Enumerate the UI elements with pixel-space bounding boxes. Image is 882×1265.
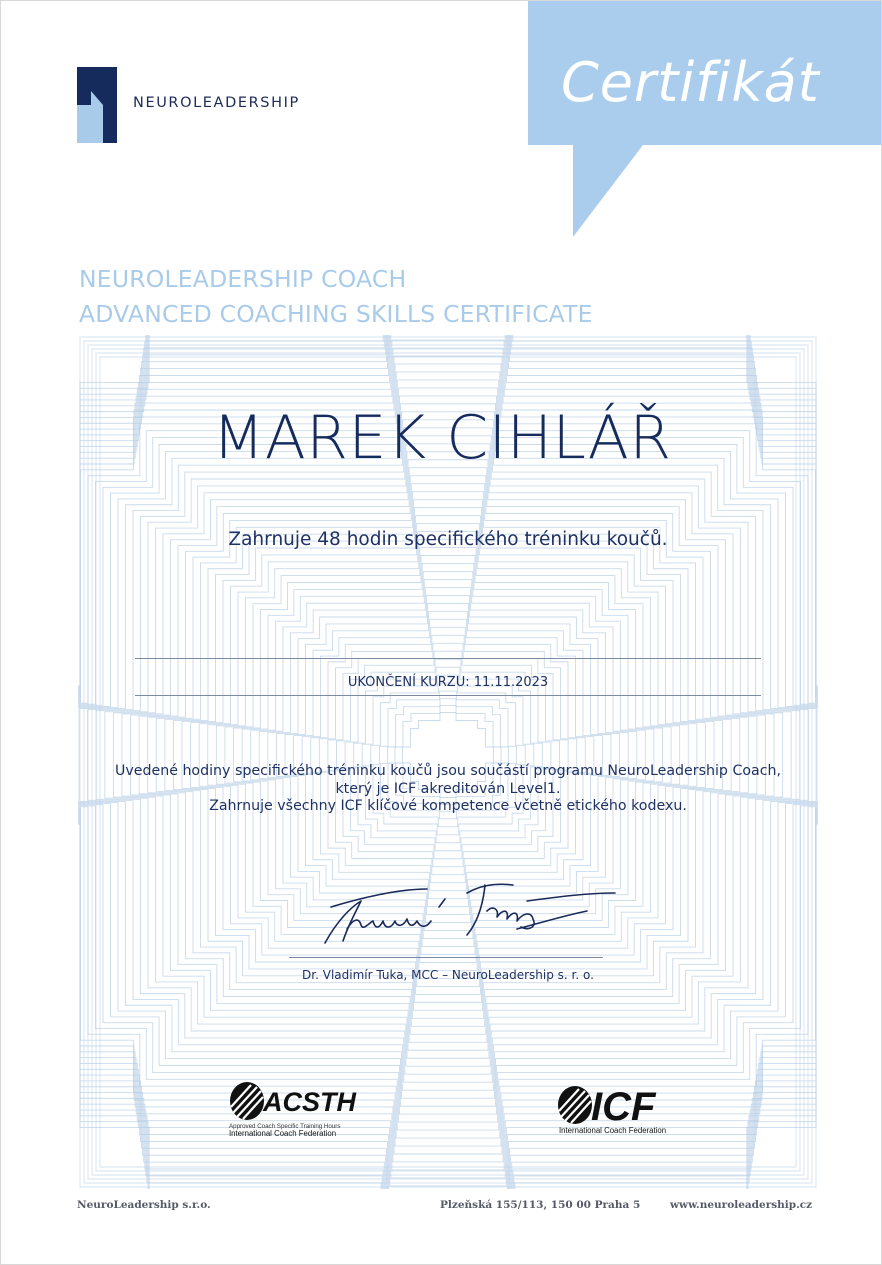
logo-wordmark: NEUROLEADERSHIP xyxy=(133,95,300,111)
icf-line1: International Coach Federation xyxy=(559,1126,667,1135)
neuroleadership-logo xyxy=(77,67,317,147)
program-title-line1: NEUROLEADERSHIP COACH xyxy=(79,265,407,293)
training-hours: Zahrnuje 48 hodin specifického tréninku koučů. xyxy=(228,529,668,550)
completion-date xyxy=(1,675,882,690)
signature xyxy=(317,871,617,951)
acsth-title: ACSTH xyxy=(263,1087,356,1117)
certificate-title: Certifikát xyxy=(561,51,820,114)
accreditation-note xyxy=(61,763,835,816)
note-line1: Uvedené hodiny specifického tréninku koučů jsou součástí programu NeuroLeadership Coach, xyxy=(114,763,782,779)
note-line3: Zahrnuje všechny ICF klíčové kompetence včetně etického kodexu. xyxy=(209,798,687,814)
completion-date-value: 11.11.2023 xyxy=(473,675,549,690)
completion-label: UKONČENÍ KURZU: xyxy=(347,675,470,690)
footer-address: Plzeňská 155/113, 150 00 Praha 5 xyxy=(440,1199,641,1211)
footer-company: NeuroLeadership s.r.o. xyxy=(77,1199,211,1211)
acsth-line1: Approved Coach Specific Training Hours xyxy=(229,1123,341,1130)
icf-title: ICF xyxy=(591,1085,656,1129)
recipient-name: MAREK CIHLÁŘ xyxy=(212,403,672,473)
icf-logo-icon xyxy=(557,1083,687,1139)
signatory: Dr. Vladimír Tuka, MCC – NeuroLeadership s. r. o. xyxy=(302,968,594,982)
header-ribbon xyxy=(528,1,882,241)
signature-line xyxy=(289,957,603,958)
program-title-line2: ADVANCED COACHING SKILLS CERTIFICATE xyxy=(79,300,593,328)
note-line2: který je ICF akreditován Level1. xyxy=(335,780,561,797)
program-title xyxy=(79,262,593,332)
divider-bottom xyxy=(135,695,761,696)
acsth-logo-icon xyxy=(227,1079,367,1141)
acsth-line2: International Coach Federation xyxy=(229,1129,337,1138)
footer-website: www.neuroleadership.cz xyxy=(670,1199,813,1211)
neuroleadership-logo-icon xyxy=(77,67,117,143)
divider-top xyxy=(135,658,761,659)
